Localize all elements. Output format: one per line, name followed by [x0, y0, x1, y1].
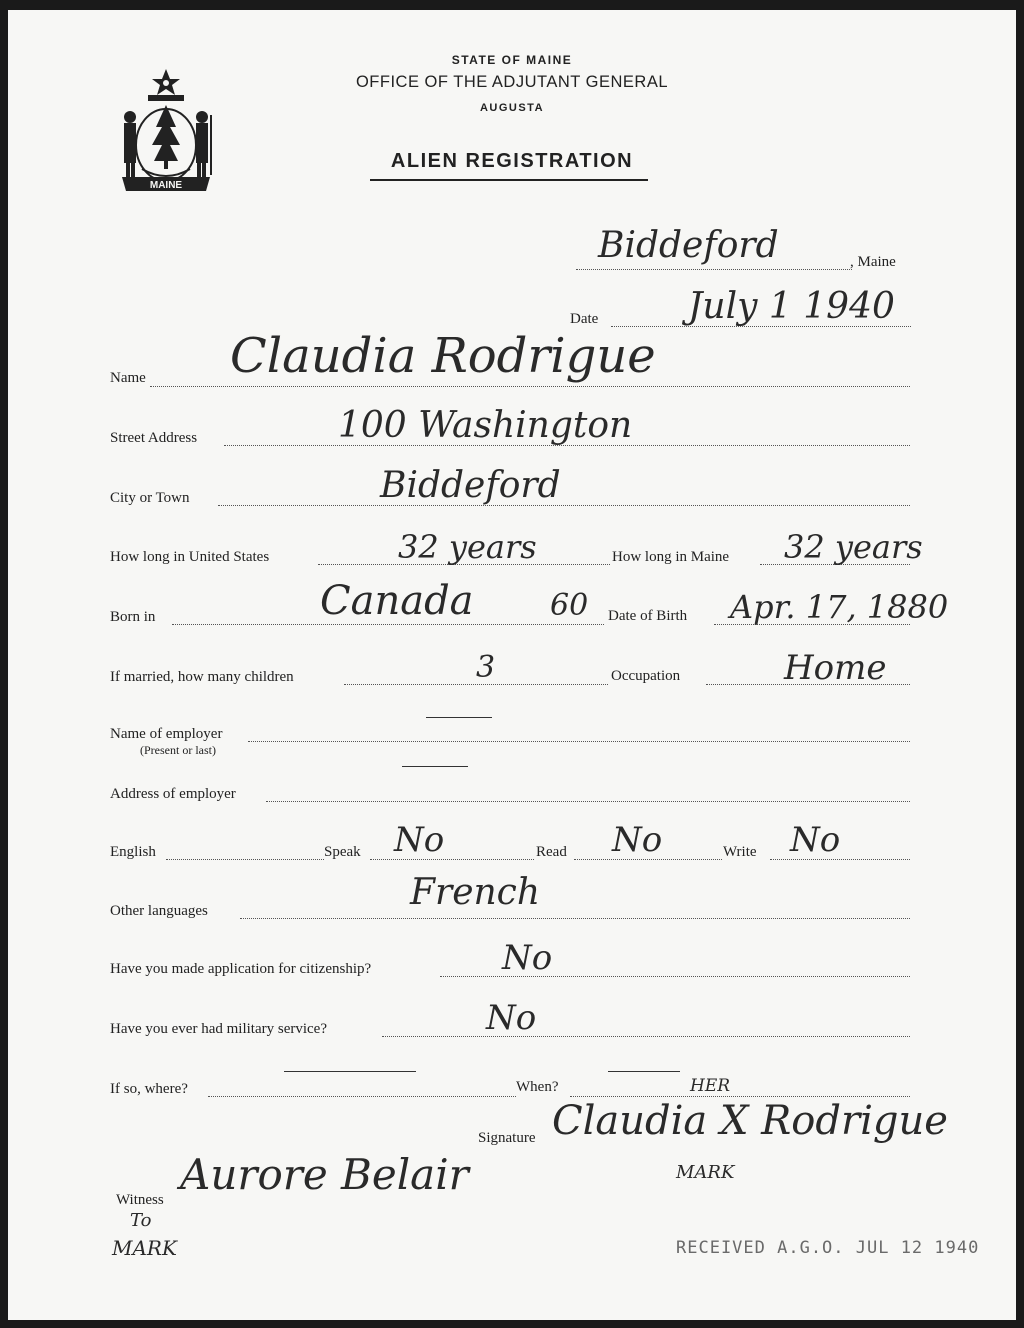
received-stamp: RECEIVED A.G.O. JUL 12 1940 [676, 1238, 980, 1258]
maine-years-label: How long in Maine [612, 549, 730, 565]
maine-years-value: 32 years [784, 528, 923, 566]
employer-line [248, 741, 910, 742]
signature-her: HER [690, 1076, 731, 1096]
place-value: Biddeford [598, 225, 779, 266]
name-line [150, 386, 910, 387]
english-label: English [110, 844, 156, 860]
street-value: 100 Washington [338, 405, 633, 446]
born-in-value: Canada [320, 578, 474, 624]
name-value: Claudia Rodrigue [230, 328, 656, 384]
street-label: Street Address [110, 430, 198, 446]
read-label: Read [536, 844, 567, 860]
other-languages-value: French [410, 872, 541, 913]
title-underline [370, 179, 648, 181]
where-label: If so, where? [110, 1081, 188, 1097]
children-value: 3 [476, 650, 496, 685]
place-line [576, 269, 852, 270]
citizenship-value: No [502, 938, 553, 978]
city-label: City or Town [110, 490, 190, 506]
city-value: Biddeford [380, 465, 561, 506]
english-line [166, 859, 324, 860]
header-state: STATE OF MAINE [451, 53, 573, 67]
employer-sublabel: (Present or last) [140, 743, 216, 757]
header-office: OFFICE OF THE ADJUTANT GENERAL [355, 73, 669, 91]
employer-address-line [266, 801, 910, 802]
date-label: Date [570, 311, 599, 327]
signature-value: Claudia X Rodrigue [552, 1098, 948, 1144]
witness-mark: MARK [112, 1236, 177, 1260]
when-dash [608, 1071, 680, 1072]
write-value: No [790, 820, 841, 860]
date-value: July 1 1940 [688, 286, 895, 327]
military-line [382, 1036, 910, 1037]
occupation-value: Home [784, 648, 887, 688]
registration-form [8, 10, 1016, 1320]
svg-text:MAINE: MAINE [149, 180, 183, 191]
born-in-line [172, 624, 604, 625]
when-label: When? [516, 1079, 559, 1095]
born-in-label: Born in [110, 609, 156, 625]
age-value: 60 [550, 588, 589, 623]
employer-address-label: Address of employer [110, 786, 236, 802]
form-title: ALIEN REGISTRATION [390, 150, 634, 172]
city-line [218, 505, 910, 506]
signature-label: Signature [478, 1130, 536, 1146]
read-value: No [612, 820, 663, 860]
name-label: Name [110, 370, 146, 386]
citizenship-label: Have you made application for citizenship? [110, 961, 372, 977]
birth-date-label: Date of Birth [608, 608, 688, 624]
employer-label: Name of employer [110, 726, 223, 742]
us-years-value: 32 years [398, 528, 537, 566]
witness-value: Aurore Belair [180, 1150, 469, 1199]
employer-dash [426, 717, 492, 718]
employer-address-dash [402, 766, 468, 767]
other-languages-line [240, 918, 910, 919]
where-line [208, 1096, 516, 1097]
witness-to: To [130, 1210, 152, 1231]
birth-date-value: Apr. 17, 1880 [730, 588, 949, 626]
write-label: Write [723, 844, 757, 860]
speak-value: No [394, 820, 445, 860]
speak-label: Speak [324, 844, 361, 860]
place-suffix: , Maine [850, 254, 896, 270]
us-years-label: How long in United States [110, 549, 270, 565]
military-value: No [486, 998, 537, 1038]
occupation-label: Occupation [611, 668, 681, 684]
when-line [570, 1096, 910, 1097]
where-dash [284, 1071, 416, 1072]
witness-label: Witness [116, 1192, 164, 1208]
header-city: AUGUSTA [479, 102, 545, 114]
children-label: If married, how many children [110, 669, 294, 685]
signature-mark: MARK [676, 1162, 735, 1183]
military-label: Have you ever had military service? [110, 1021, 327, 1037]
other-languages-label: Other languages [110, 903, 208, 919]
